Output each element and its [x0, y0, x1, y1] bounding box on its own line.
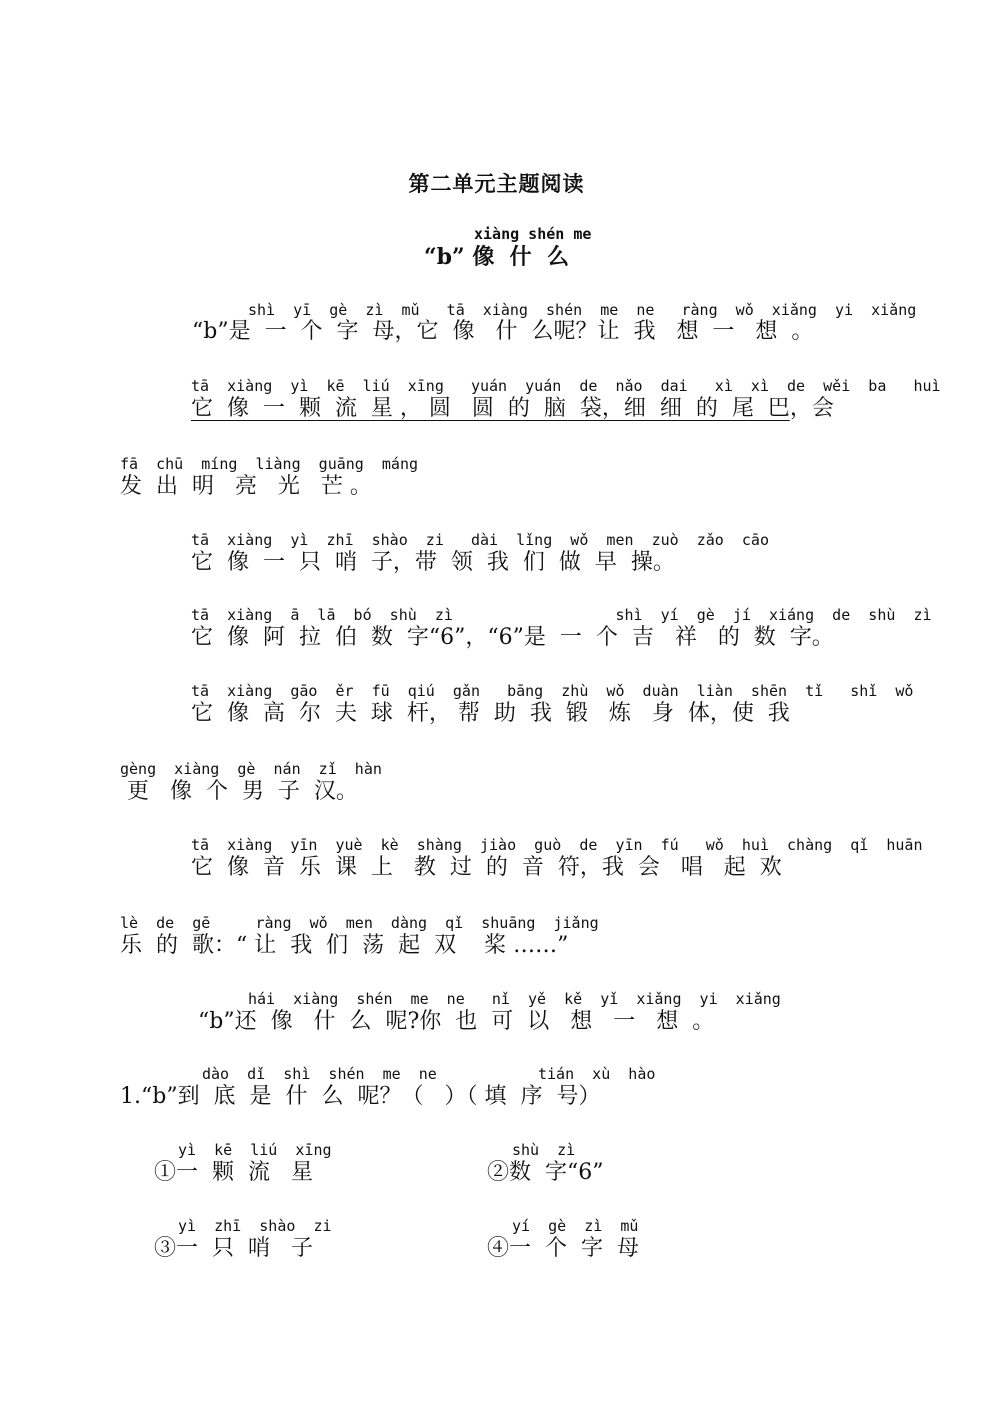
story-title: “b” 像 什 么 — [424, 244, 569, 270]
option-3: ③一 只 哨 子 — [154, 1236, 313, 1261]
line-7-text: 更 像 个 男 子 汉。 — [120, 779, 358, 804]
line-2-text — [191, 395, 834, 423]
line-5-text: 它 像 阿 拉 伯 数 字“6”，“6”是 一 个 吉 祥 的 数 字。 — [191, 625, 834, 650]
line-5-pinyin: tā xiàng ā lā bó shù zì shì yí gè jí xiáng de shù zì — [191, 606, 932, 624]
option-2-pinyin: shù zì — [512, 1141, 576, 1159]
option-1-pinyin: yì kē liú xīng — [178, 1141, 332, 1159]
line-8-text: 它 像 音 乐 课 上 教 过 的 音 符，我 会 唱 起 欢 — [191, 855, 782, 880]
line-9-text: 乐 的 歌：“ 让 我 们 荡 起 双 桨 ……” — [120, 933, 569, 958]
option-2: ②数 字“6” — [487, 1160, 604, 1185]
line-7-pinyin: gèng xiàng gè nán zǐ hàn — [120, 760, 382, 778]
line-10-text: “b”还 像 什 么 呢?你 也 可 以 想 一 想 。 — [198, 1009, 715, 1034]
line-10-pinyin: hái xiàng shén me ne nǐ yě kě yǐ xiǎng yi xiǎng — [248, 990, 781, 1008]
question-text: 1.“b”到 底 是 什 么 呢？（ ）（ 填 序 号） — [120, 1084, 601, 1109]
line-6-pinyin: tā xiàng gāo ěr fū qiú gǎn bāng zhù wǒ duàn liàn shēn tǐ shǐ wǒ — [191, 682, 914, 700]
question-pinyin-right: tián xù hào — [538, 1065, 656, 1083]
option-3-pinyin: yì zhī shào zi — [178, 1217, 332, 1235]
option-4-pinyin: yí gè zì mǔ — [512, 1217, 639, 1235]
underlined-phrase: 它 像 一 颗 流 星 ， 圆 圆 的 脑 袋，细 细 的 尾 巴 — [191, 396, 790, 421]
line-2-rest: ，会 — [789, 396, 834, 421]
line-3-text: 发 出 明 亮 光 芒 。 — [120, 474, 372, 499]
line-1-text: “b”是 一 个 字 母，它 像 什 么呢？让 我 想 一 想 。 — [192, 319, 814, 344]
line-6-text: 它 像 高 尔 夫 球 杆， 帮 助 我 锻 炼 身 体，使 我 — [191, 701, 790, 726]
line-4-pinyin: tā xiàng yì zhī shào zi dài lǐng wǒ men zuò zǎo cāo — [191, 531, 769, 549]
line-8-pinyin: tā xiàng yīn yuè kè shàng jiào guò de yīn fú wǒ huì chàng qǐ huān — [191, 836, 923, 854]
option-4: ④一 个 字 母 — [487, 1236, 639, 1261]
option-1: ①一 颗 流 星 — [154, 1160, 313, 1185]
line-2-pinyin: tā xiàng yì kē liú xīng yuán yuán de nǎo dai xì xì de wěi ba huì — [191, 377, 941, 395]
line-4-text: 它 像 一 只 哨 子，带 领 我 们 做 早 操。 — [191, 550, 675, 575]
story-title-pinyin: xiàng shén me — [474, 225, 592, 243]
line-1-pinyin: shì yī gè zì mǔ tā xiàng shén me ne ràng wǒ xiǎng yi xiǎng — [248, 301, 917, 319]
question-pinyin-left: dào dǐ shì shén me ne — [202, 1065, 437, 1083]
page-title: 第二单元主题阅读 — [408, 171, 585, 196]
line-3-pinyin: fā chū míng liàng guāng máng — [120, 455, 419, 473]
line-9-pinyin: lè de gē ràng wǒ men dàng qǐ shuāng jiǎng — [120, 914, 599, 932]
